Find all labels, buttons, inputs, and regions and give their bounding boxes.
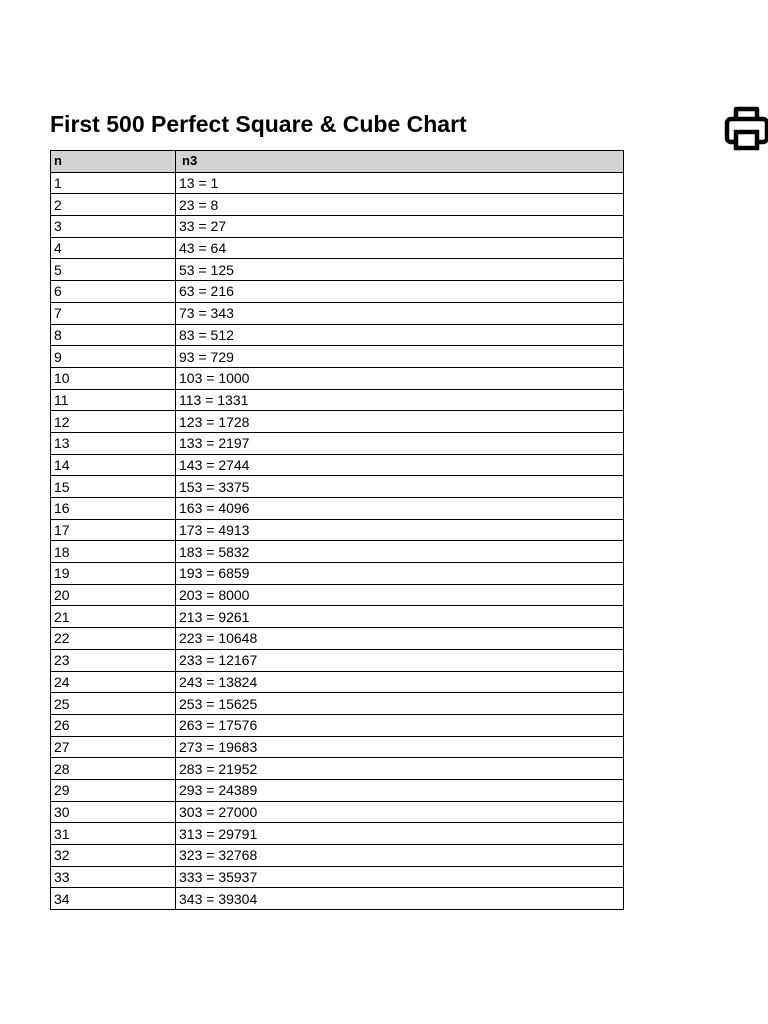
table-row — [51, 866, 624, 888]
cell-cube: 233 = 12167 — [176, 649, 624, 671]
cube-table — [50, 150, 624, 910]
table-row — [51, 628, 624, 650]
cell-n: 11 — [51, 389, 176, 411]
cell-n: 30 — [51, 801, 176, 823]
table-row — [51, 216, 624, 238]
table-row — [51, 302, 624, 324]
table-row — [51, 541, 624, 563]
table-row — [51, 432, 624, 454]
cell-cube: 153 = 3375 — [176, 476, 624, 498]
cell-n: 2 — [51, 194, 176, 216]
cell-cube: 53 = 125 — [176, 259, 624, 281]
cell-n: 31 — [51, 823, 176, 845]
cell-cube: 33 = 27 — [176, 216, 624, 238]
cell-cube: 203 = 8000 — [176, 584, 624, 606]
cell-cube: 293 = 24389 — [176, 779, 624, 801]
cell-n: 33 — [51, 866, 176, 888]
cell-n: 5 — [51, 259, 176, 281]
table-row — [51, 259, 624, 281]
cell-n: 34 — [51, 888, 176, 910]
cell-cube: 343 = 39304 — [176, 888, 624, 910]
cell-n: 1 — [51, 172, 176, 194]
cell-cube: 253 = 15625 — [176, 693, 624, 715]
cell-n: 12 — [51, 411, 176, 433]
cell-cube: 113 = 1331 — [176, 389, 624, 411]
cell-n: 3 — [51, 216, 176, 238]
cell-n: 24 — [51, 671, 176, 693]
cell-n: 25 — [51, 693, 176, 715]
table-row — [51, 563, 624, 585]
table-row — [51, 649, 624, 671]
cell-cube: 123 = 1728 — [176, 411, 624, 433]
cell-n: 29 — [51, 779, 176, 801]
cell-cube: 303 = 27000 — [176, 801, 624, 823]
table-row — [51, 411, 624, 433]
table-row — [51, 693, 624, 715]
cell-n: 13 — [51, 432, 176, 454]
table-row — [51, 454, 624, 476]
table-row — [51, 498, 624, 520]
cell-n: 22 — [51, 628, 176, 650]
table-row — [51, 606, 624, 628]
cell-cube: 333 = 35937 — [176, 866, 624, 888]
table-row — [51, 671, 624, 693]
cell-n: 4 — [51, 237, 176, 259]
cell-cube: 173 = 4913 — [176, 519, 624, 541]
table-row — [51, 194, 624, 216]
cell-n: 8 — [51, 324, 176, 346]
cell-cube: 63 = 216 — [176, 281, 624, 303]
cell-cube: 163 = 4096 — [176, 498, 624, 520]
cell-n: 6 — [51, 281, 176, 303]
cell-cube: 143 = 2744 — [176, 454, 624, 476]
cell-n: 18 — [51, 541, 176, 563]
cell-n: 28 — [51, 758, 176, 780]
table-row — [51, 237, 624, 259]
cell-n: 14 — [51, 454, 176, 476]
table-row — [51, 823, 624, 845]
cell-cube: 313 = 29791 — [176, 823, 624, 845]
cell-n: 10 — [51, 367, 176, 389]
table-row — [51, 324, 624, 346]
column-header-n: n — [51, 151, 176, 173]
cell-cube: 23 = 8 — [176, 194, 624, 216]
cell-n: 20 — [51, 584, 176, 606]
table-row — [51, 519, 624, 541]
printer-icon — [722, 102, 768, 154]
cell-cube: 213 = 9261 — [176, 606, 624, 628]
table-row — [51, 367, 624, 389]
cell-cube: 273 = 19683 — [176, 736, 624, 758]
cell-cube: 193 = 6859 — [176, 563, 624, 585]
table-row — [51, 714, 624, 736]
cell-cube: 323 = 32768 — [176, 845, 624, 867]
table-row — [51, 736, 624, 758]
cell-n: 9 — [51, 346, 176, 368]
cell-cube: 263 = 17576 — [176, 714, 624, 736]
page-title: First 500 Perfect Square & Cube Chart — [50, 111, 467, 137]
cell-n: 17 — [51, 519, 176, 541]
column-header-n3: n3 — [176, 151, 624, 173]
table-row — [51, 476, 624, 498]
table-header-row — [51, 151, 624, 173]
table-body — [51, 172, 624, 909]
cell-cube: 73 = 343 — [176, 302, 624, 324]
cell-cube: 243 = 13824 — [176, 671, 624, 693]
cell-cube: 223 = 10648 — [176, 628, 624, 650]
cell-cube: 13 = 1 — [176, 172, 624, 194]
cell-n: 15 — [51, 476, 176, 498]
cell-n: 32 — [51, 845, 176, 867]
table-row — [51, 172, 624, 194]
table-row — [51, 346, 624, 368]
table-row — [51, 758, 624, 780]
cell-n: 21 — [51, 606, 176, 628]
cell-n: 16 — [51, 498, 176, 520]
table-row — [51, 888, 624, 910]
cell-cube: 83 = 512 — [176, 324, 624, 346]
cell-cube: 183 = 5832 — [176, 541, 624, 563]
cell-n: 27 — [51, 736, 176, 758]
table-row — [51, 779, 624, 801]
cell-cube: 133 = 2197 — [176, 432, 624, 454]
cell-n: 26 — [51, 714, 176, 736]
table-row — [51, 845, 624, 867]
cell-cube: 93 = 729 — [176, 346, 624, 368]
cell-n: 23 — [51, 649, 176, 671]
cell-cube: 43 = 64 — [176, 237, 624, 259]
cell-cube: 283 = 21952 — [176, 758, 624, 780]
table-row — [51, 584, 624, 606]
table-row — [51, 801, 624, 823]
cell-n: 19 — [51, 563, 176, 585]
table-row — [51, 389, 624, 411]
table-row — [51, 281, 624, 303]
cell-cube: 103 = 1000 — [176, 367, 624, 389]
cell-n: 7 — [51, 302, 176, 324]
print-button[interactable] — [722, 102, 768, 154]
